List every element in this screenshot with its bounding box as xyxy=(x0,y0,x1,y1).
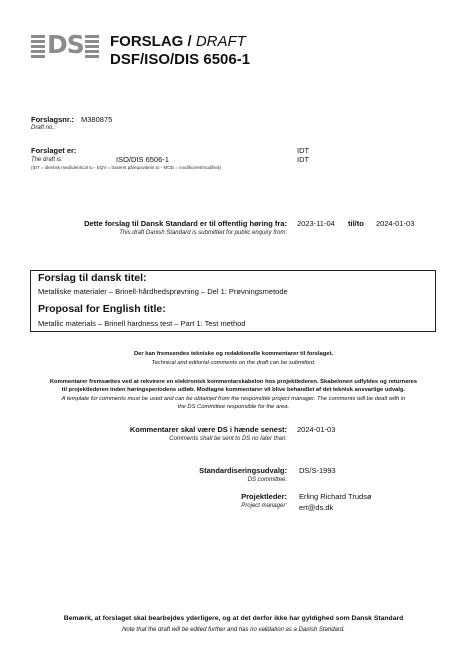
titles-box xyxy=(30,270,436,332)
comments-p3: A template for comments must be used and can be obtained from the responsible project manager. The comments will be dealt with in xyxy=(61,396,406,402)
header-title xyxy=(110,33,246,50)
forslaget-sub: The draft is: xyxy=(31,157,63,163)
doc-number: DSF/ISO/DIS 6506-1 xyxy=(110,51,251,68)
committee-label: Standardiseringsudvalg: xyxy=(199,466,287,475)
comments-p1: Kommentarer fremsættes ved at rekvirere en elektronisk kommentarskabelon hos projektlederen. Skabelonen udfyldes og returneres xyxy=(49,379,418,385)
deadline-sub: Comments shall be sent to DS no later than: xyxy=(169,436,287,442)
hearing-label: Dette forslag til Dansk Standard er til offentlig høring fra: xyxy=(84,219,287,228)
committee-value: DS/S-1993 xyxy=(299,466,336,475)
title-draft: DRAFT xyxy=(195,33,246,50)
logo-stripes-left xyxy=(31,35,45,57)
en-title: Metallic materials – Brinell hardness test – Part 1: Test method xyxy=(38,319,246,328)
forslaget-value: ISO/DIS 6506-1 xyxy=(116,155,169,164)
forslagsnr-sub: Draft no.: xyxy=(31,125,56,131)
idt-note: (IDT = identisk med/identical to - EQV = baseret på/equivalent to - MOD = modificeret/modified) xyxy=(31,165,221,170)
forslaget-label: Forslaget er: xyxy=(31,146,77,155)
forslagsnr-label: Forslagsnr.: xyxy=(31,115,74,124)
deadline-label: Kommentarer skal være DS i hænde senest: xyxy=(129,425,287,434)
hearing-to: 2024-01-03 xyxy=(376,219,415,228)
comments-line1-en: Technical and editorial comments on the draft can be submitted. xyxy=(151,360,316,366)
comments-line1: Der kan fremsendes tekniske og redaktionelle kommentarer til forslaget. xyxy=(133,351,334,357)
manager-email[interactable]: ert@ds.dk xyxy=(299,503,334,512)
ds-logo xyxy=(31,30,101,59)
hearing-from: 2023-11-04 xyxy=(297,219,335,228)
comments-p4: the DS Committee responsible for the area. xyxy=(177,404,290,410)
comments-p2: til projektlederen inden høringsperiodens udløb. Modtagne kommentarer vil blive behandlet af det teknisk ansvarlige udvalg. xyxy=(61,387,406,393)
committee-sub: DS committee: xyxy=(247,477,287,483)
idt-2: IDT xyxy=(297,155,310,164)
logo-text: DS xyxy=(47,30,84,59)
manager-name: Erling Richard Trudsø xyxy=(299,492,372,501)
en-title-heading: Proposal for English title: xyxy=(38,303,166,315)
idt-1: IDT xyxy=(297,146,310,155)
dk-title-heading: Forslag til dansk titel: xyxy=(38,272,147,284)
hearing-til-label: til/to xyxy=(348,219,364,228)
footer-bold: Bemærk, at forslaget skal bearbejdes yderligere, og at det derfor ikke har gyldighed som Dansk Standard xyxy=(63,615,404,622)
footer-italic: Note that the draft will be edited further and has no validation as a Danish Standard. xyxy=(122,627,345,633)
manager-label: Projektleder: xyxy=(241,492,287,501)
hearing-sub: This draft Danish Standard is submitted for public enquiry from: xyxy=(119,230,287,236)
deadline-value: 2024-01-03 xyxy=(297,425,336,434)
forslagsnr-value: M380875 xyxy=(81,115,113,124)
title-prefix: FORSLAG / xyxy=(110,33,192,50)
dk-title: Metalliske materialer – Brinell-hårdhedsprøvning – Del 1: Prøvningsmetode xyxy=(38,287,288,296)
logo-stripes-right xyxy=(85,35,99,57)
manager-sub: Project manager: xyxy=(241,503,287,509)
